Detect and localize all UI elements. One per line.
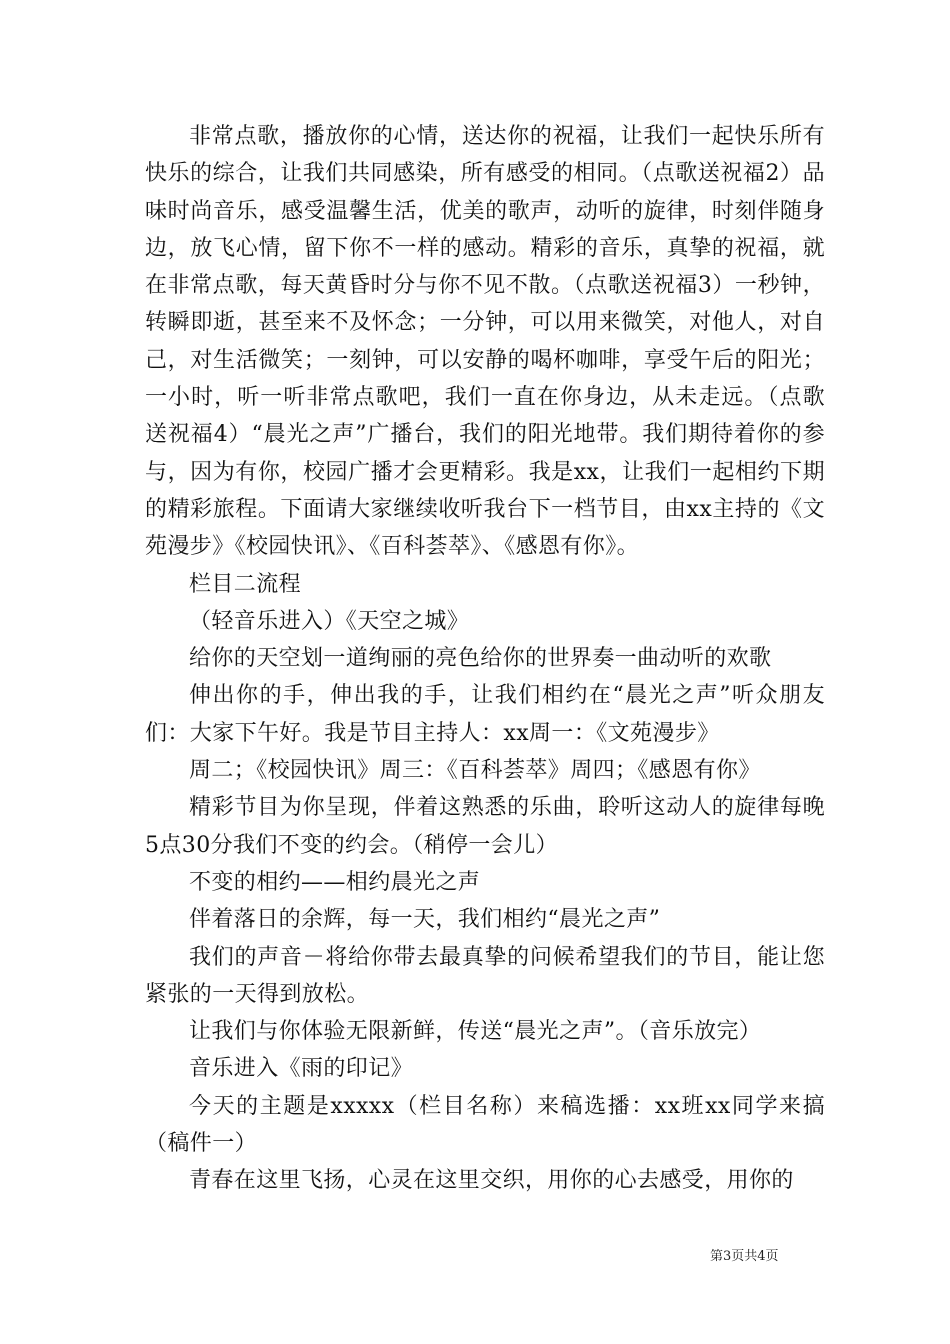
- paragraph-program-time: 精彩节目为你呈现，伴着这熟悉的乐曲，聆听这动人的旋律每晚5点30分我们不变的约会。（稍停一会儿）: [145, 795, 825, 858]
- paragraph-our-voice: 我们的声音－将给你带去最真挚的问候希望我们的节目，能让您紧张的一天得到放松。: [145, 944, 825, 1007]
- paragraph-host-greeting: 伸出你的手，伸出我的手，让我们相约在“晨光之声”听众朋友们：大家下午好。我是节目主持人：xx周一：《文苑漫步》: [145, 683, 825, 746]
- paragraph-theme: 今天的主题是xxxxx（栏目名称）来稿选播：xx班xx同学来搞（稿件一）: [145, 1093, 825, 1157]
- paragraph-sunset: 伴着落日的余辉，每一天，我们相约“晨光之声”: [189, 907, 661, 933]
- paragraph-experience: 让我们与你体验无限新鲜，传送“晨光之声”。（音乐放完）: [189, 1019, 762, 1045]
- paragraph-appointment: 不变的相约——相约晨光之声: [189, 869, 481, 895]
- paragraph-song-dedication: 非常点歌，播放你的心情，送达你的祝福，让我们一起快乐所有快乐的综合，让我们共同感染，所有感受的相同。（点歌送祝福2）品味时尚音乐，感受温馨生活，优美的歌声，动听的旋律，时刻伴随身边，放飞心情，留下你不一样的感动。精彩的音乐，真挚的祝福，就在非常点歌，每天黄昏时分与你不见不散。（点歌送祝福3）一秒钟，转瞬即逝，甚至来不及怀念；一分钟，可以用来微笑，对他人，对自己，对生活微笑；一刻钟，可以安静的喝杯咖啡，享受午后的阳光；一小时，听一听非常点歌吧，我们一直在你身边，从未走远。（点歌送祝福4）“晨光之声”广播台，我们的阳光地带。我们期待着你的参与，因为有你，校园广播才会更精彩。我是xx，让我们一起相约下期的精彩旅程。下面请大家继续收听我台下一档节目，由xx主持的《文苑漫步》《校园快讯》、《百科荟萃》、《感恩有你》。: [145, 124, 825, 560]
- page-number-footer: 第3页共4页: [710, 1249, 779, 1264]
- paragraph-youth: 青春在这里飞扬，心灵在这里交织，用你的心去感受，用你的: [189, 1168, 794, 1194]
- paragraph-schedule: 周二；《校园快讯》周三：《百科荟萃》周四；《感恩有你》: [189, 758, 761, 784]
- document-body: [145, 118, 825, 1200]
- paragraph-sky-line: 给你的天空划一道绚丽的亮色给你的世界奏一曲动听的欢歌: [189, 646, 772, 672]
- paragraph-rain-music: 音乐进入《雨的印记》: [189, 1056, 414, 1082]
- paragraph-section-heading: 栏目二流程: [189, 571, 302, 597]
- paragraph-music-intro: （轻音乐进入）《天空之城》: [189, 608, 470, 634]
